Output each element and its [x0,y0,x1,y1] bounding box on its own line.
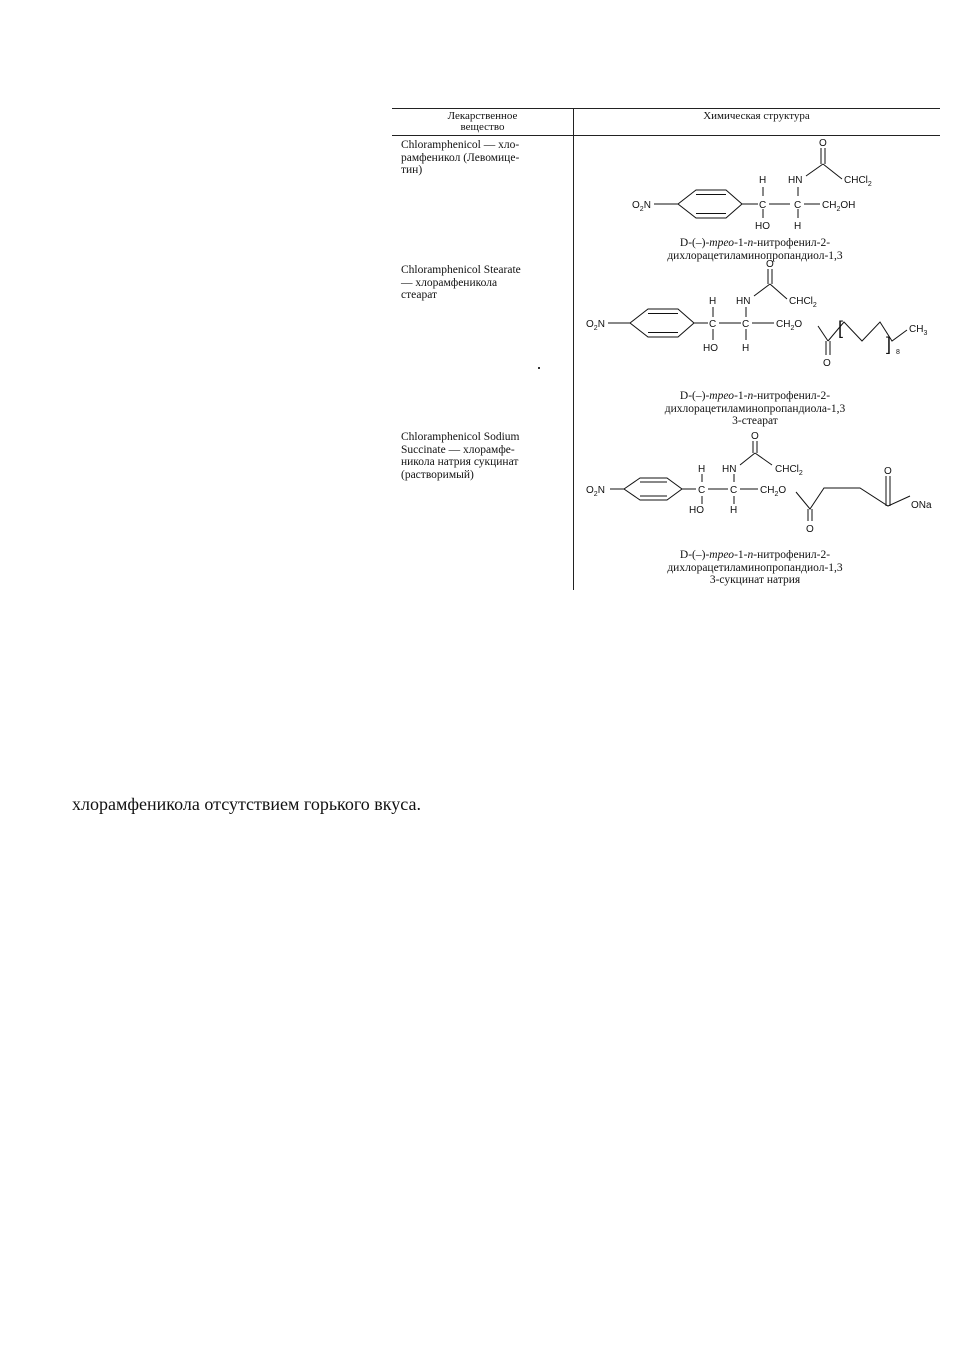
bracket-right: ] [886,334,892,354]
scan-speck [538,367,540,369]
atom-h: H [730,505,738,516]
drug-line: рамфеникол (Левомице- [401,151,520,164]
atom-o2n: $O_2N$ [632,200,651,213]
atom-hn: HN [722,464,737,475]
atom-h: H [698,464,706,475]
drug-line: тин) [401,164,423,176]
drug-line: — хлорамфеникола [401,276,498,289]
atom-hn: HN [736,296,751,307]
atom-ch2oh: $CH_2OH$ [822,200,856,213]
bracket-left: [ [838,318,844,338]
drug-line: никола натрия сукцинат [401,456,519,468]
body-paragraph: хлорамфеникола отсутствием горького вкуса. [72,794,421,814]
atom-o2n: $O_2N$ [586,319,605,332]
atom-h: H [759,175,767,186]
caption-line1: D-(–)-трео-1-п-нитрофенил-2- [679,390,831,402]
atom-h: H [742,343,750,354]
caption-line2: дихлорацетиламинопропандиол-1,3 [667,561,843,574]
atom-c: C [709,319,717,330]
header-structure: Химическая структура [703,110,810,122]
atom-chcl2: CHCl$_2$ [789,296,817,309]
atom-o: O [819,138,827,149]
drug-line: стеарат [401,289,438,301]
atom-ch2o: $CH_2O$ [760,485,787,498]
atom-ho: HO [703,343,718,354]
drug-line: Chloramphenicol Stearate [401,264,521,276]
atom-c: C [742,319,750,330]
atom-c: C [730,485,738,496]
atom-o: O [766,259,774,270]
caption-line3: 3-стеарат [732,415,778,427]
atom-h: H [794,221,802,232]
atom-ch3: $CH_3$ [909,324,928,337]
header-drug-line1: Лекарственное [447,110,518,122]
atom-hn: HN [788,175,803,186]
benzene-ring-3 [624,478,682,500]
caption-chloramphenicol [585,237,925,262]
caption-stearate [585,390,925,428]
atom-ch2o: $CH_2O$ [776,319,803,332]
atom-chcl2: CHCl$_2$ [775,464,803,477]
caption-line1: D-(–)-трео-1-п-нитрофенил-2- [679,549,831,561]
chemical-structures [392,108,940,590]
atom-o: O [751,431,759,442]
atom-o: O [806,524,814,535]
drug-structure-table [392,108,940,590]
repeat-count: 8 [896,349,900,356]
atom-h: H [709,296,717,307]
drug-line: Chloramphenicol Sodium [401,431,520,443]
atom-c: C [794,200,802,211]
atom-ho: HO [689,505,704,516]
atom-c: C [698,485,706,496]
drug-line: Succinate — хлорамфе- [401,443,515,456]
caption-line2: дихлорацетиламинопропандиола-1,3 [664,402,846,415]
atom-ona: ONa [911,500,932,511]
atom-o2n: $O_2N$ [586,485,605,498]
atom-o: O [823,358,831,369]
drug-line: Chloramphenicol — хло- [401,139,520,151]
atom-ho: HO [755,221,770,232]
caption-line2: дихлорацетиламинопропандиол-1,3 [667,249,843,262]
caption-sodium-succinate [585,549,925,587]
caption-line3: 3-сукцинат натрия [709,574,801,586]
caption-line1: D-(–)-трео-1-п-нитрофенил-2- [679,237,831,249]
atom-chcl2: CHCl$_2$ [844,175,872,188]
drug-line: (растворимый) [401,468,474,481]
atom-o: O [884,466,892,477]
atom-c: C [759,200,767,211]
header-drug-line2: вещество [460,121,505,133]
